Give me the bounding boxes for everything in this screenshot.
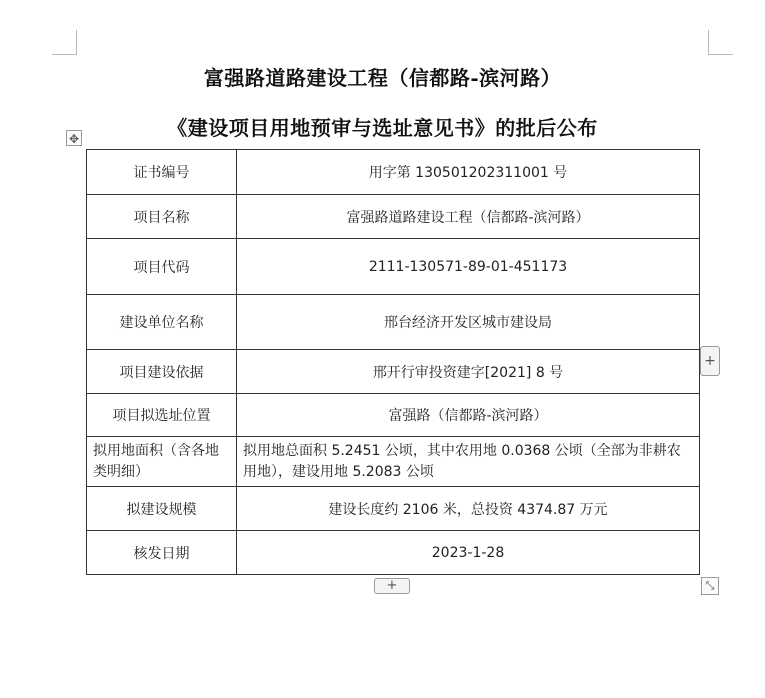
- row-label: 项目名称: [87, 195, 237, 239]
- row-label: 拟建设规模: [87, 487, 237, 531]
- crop-mark-top-left: [52, 30, 77, 55]
- row-label: 项目拟选址位置: [87, 394, 237, 437]
- row-value: 富强路道路建设工程（信都路-滨河路）: [237, 195, 700, 239]
- row-label: 项目建设依据: [87, 350, 237, 394]
- table-row: [87, 350, 700, 394]
- row-label: 建设单位名称: [87, 295, 237, 350]
- crop-mark-top-right: [708, 30, 733, 55]
- table-row: [87, 295, 700, 350]
- row-value: 建设长度约 2106 米，总投资 4374.87 万元: [237, 487, 700, 531]
- table-row: [87, 239, 700, 295]
- table-row: [87, 150, 700, 195]
- move-icon: ✥: [68, 132, 80, 146]
- row-value: 2111-130571-89-01-451173: [237, 239, 700, 295]
- document-title-line-2: 《建设项目用地预审与选址意见书》的批后公布: [167, 116, 598, 140]
- row-value: 用字第 130501202311001 号: [237, 150, 700, 195]
- table-move-handle[interactable]: [66, 130, 82, 146]
- table-row: [87, 195, 700, 239]
- row-value: 富强路（信都路-滨河路）: [237, 394, 700, 437]
- row-value: 邢台经济开发区城市建设局: [237, 295, 700, 350]
- document-title-line-1: 富强路道路建设工程（信都路-滨河路）: [203, 66, 562, 90]
- row-value: 邢开行审投资建字[2021] 8 号: [237, 350, 700, 394]
- add-row-button[interactable]: [700, 346, 720, 376]
- row-label: 证书编号: [87, 150, 237, 195]
- row-value: 拟用地总面积 5.2451 公顷，其中农用地 0.0368 公顷（全部为非耕农用地），建设用地 5.2083 公顷: [237, 437, 700, 487]
- row-label: 项目代码: [87, 239, 237, 295]
- table-row: [87, 394, 700, 437]
- table-row: [87, 487, 700, 531]
- table-row: [87, 437, 700, 487]
- row-label: 核发日期: [87, 531, 237, 575]
- table-row: [87, 531, 700, 575]
- table-resize-handle[interactable]: [701, 577, 719, 595]
- plus-icon: +: [386, 578, 398, 593]
- row-label: 拟用地面积（含各地类明细）: [87, 437, 237, 487]
- info-table: [86, 149, 700, 575]
- plus-icon: +: [704, 353, 716, 369]
- add-column-button[interactable]: [374, 578, 410, 594]
- row-value: 2023-1-28: [237, 531, 700, 575]
- resize-icon: ⤡: [705, 579, 715, 592]
